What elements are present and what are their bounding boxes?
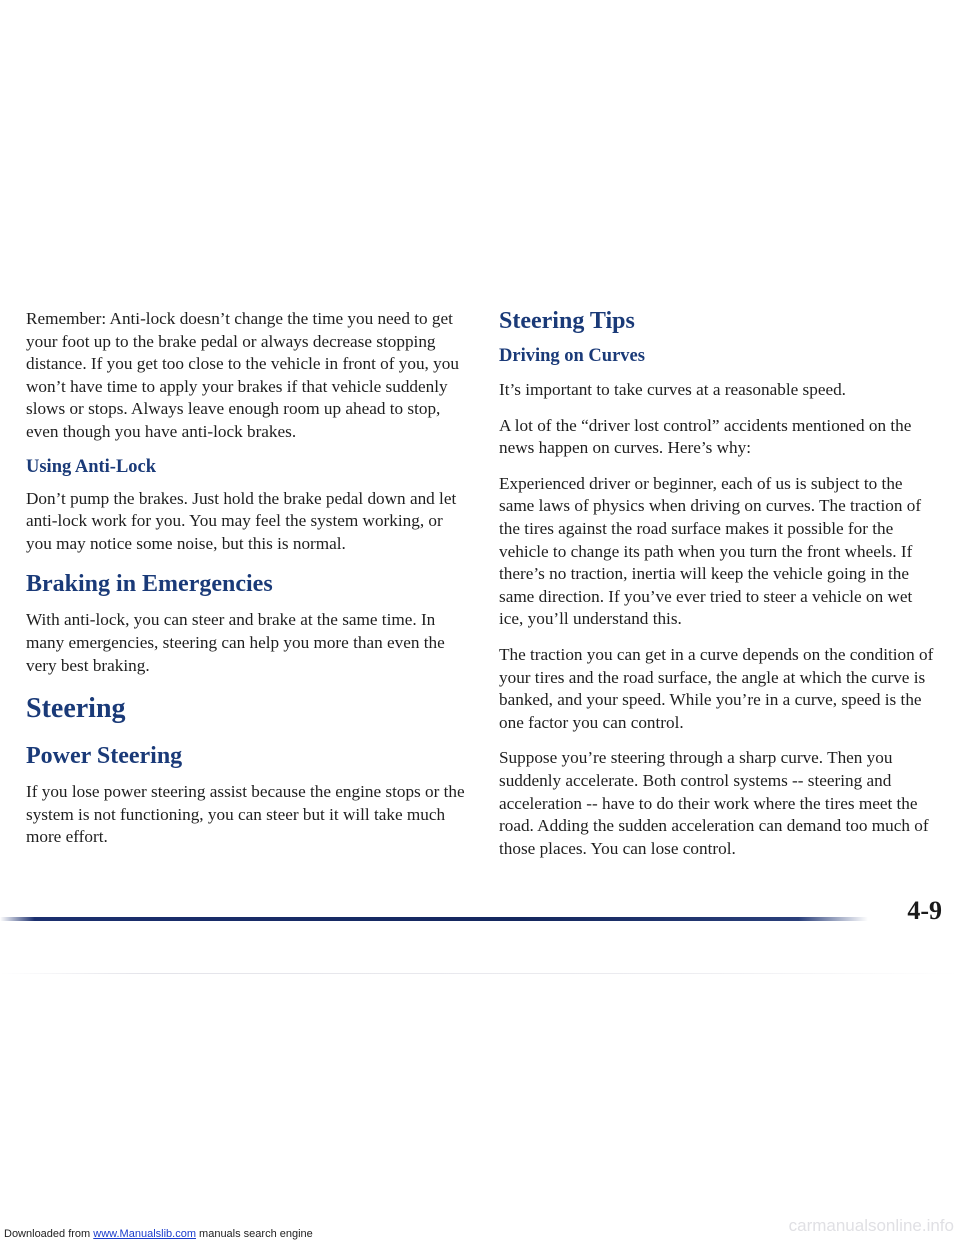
driving-on-curves-heading: Driving on Curves bbox=[499, 346, 645, 366]
right-column bbox=[499, 306, 939, 873]
page-rule bbox=[0, 917, 868, 921]
page-number: 4-9 bbox=[907, 896, 942, 925]
anti-lock-reminder-paragraph: Remember: Anti-lock doesn’t change the time you need to get your foot up to the brake pedal or always decrease stopping distance. If you get too close to the vehicle in front of you, you won’t have time to apply your brakes if that vehicle suddenly slows or stops. Always leave enough room up ahead to stop, even though you have anti-lock brakes. bbox=[26, 309, 459, 441]
watermark: carmanualsonline.info bbox=[788, 1216, 954, 1235]
faint-scan-line bbox=[0, 973, 960, 974]
left-column bbox=[26, 308, 466, 862]
sharp-curve-paragraph: Suppose you’re steering through a sharp curve. Then you suddenly accelerate. Both control systems -- steering and acceleration -- have to do their work where the tires meet the road. Adding the sudden acceleration can demand too much of those places. You can lose control. bbox=[499, 748, 929, 858]
using-anti-lock-heading: Using Anti-Lock bbox=[26, 456, 157, 477]
traction-paragraph: The traction you can get in a curve depends on the condition of your tires and the road surface, the angle at which the curve is banked, and your speed. While you’re in a curve, speed is the one factor you can control. bbox=[499, 644, 934, 732]
using-anti-lock-paragraph: Don’t pump the brakes. Just hold the brake pedal down and let anti-lock work for you. You may feel the system working, or you may notice some noise, but this is normal. bbox=[26, 488, 457, 553]
braking-in-emergencies-heading: Braking in Emergencies bbox=[26, 571, 273, 598]
power-steering-heading: Power Steering bbox=[26, 743, 183, 770]
power-steering-paragraph: If you lose power steering assist because the engine stops or the system is not functioning, you can steer but it will take much more effort. bbox=[26, 782, 465, 847]
download-footer bbox=[4, 1228, 313, 1240]
curves-speed-paragraph: It’s important to take curves at a reasonable speed. bbox=[499, 380, 846, 399]
steering-tips-heading: Steering Tips bbox=[499, 308, 635, 334]
lost-control-paragraph: A lot of the “driver lost control” accidents mentioned on the news happen on curves. Here’s why: bbox=[499, 415, 912, 458]
footer-prefix: Downloaded from bbox=[4, 1228, 94, 1240]
steering-heading: Steering bbox=[26, 693, 126, 725]
footer-suffix: manuals search engine bbox=[195, 1228, 313, 1240]
physics-paragraph: Experienced driver or beginner, each of us is subject to the same laws of physics when driving on curves. The traction of the tires against the road surface makes it possible for the vehicle to change its path when you turn the front wheels. If there’s no traction, inertia will keep the vehicle going in the same direction. If you’ve ever tried to steer a vehicle on wet ice, you’ll understand this. bbox=[499, 473, 922, 629]
braking-in-emergencies-paragraph: With anti-lock, you can steer and brake at the same time. In many emergencies, steering can help you more than even the very best braking. bbox=[26, 610, 445, 675]
manualslib-link[interactable]: www.Manualslib.com bbox=[93, 1228, 196, 1240]
